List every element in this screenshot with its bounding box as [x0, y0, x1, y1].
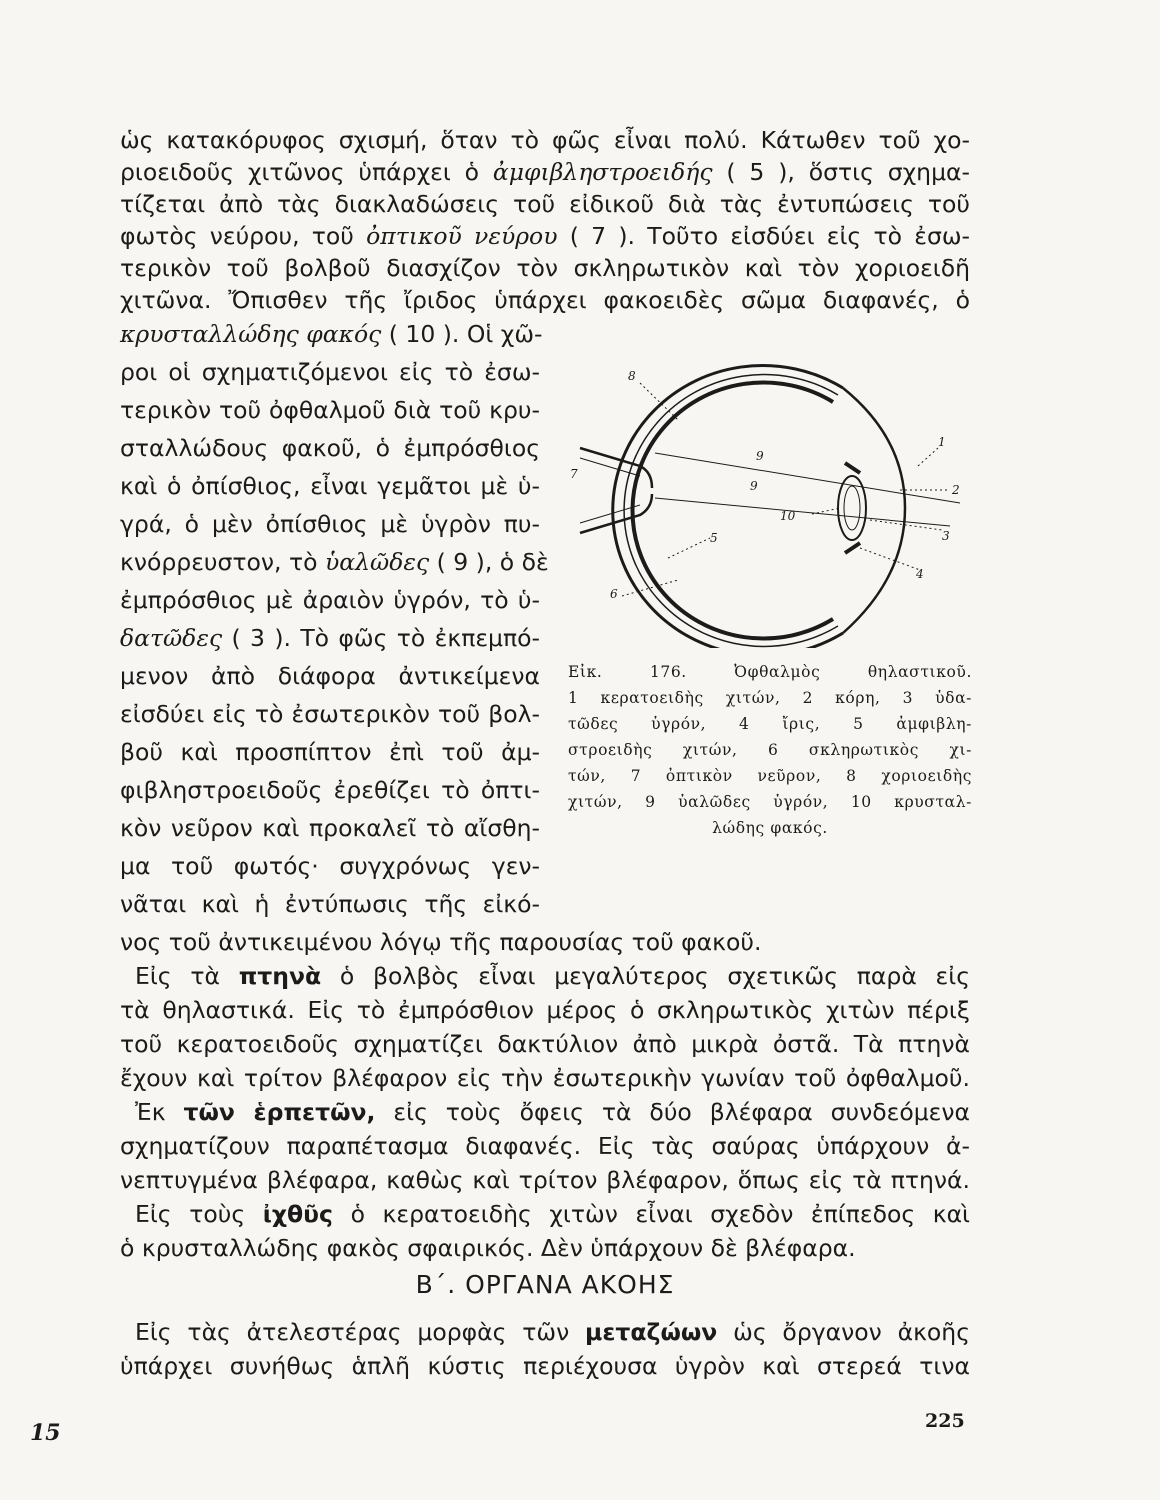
text-line: νος τοῦ ἀντικειμένου λόγῳ τῆς παρουσίας τοῦ φακοῦ. [120, 928, 762, 956]
page-number: 225 [925, 1410, 965, 1432]
text-line: δατῶδες ( 3 ). Τὸ φῶς τὸ ἐκπεμπό- [120, 624, 540, 652]
eye-diagram [560, 348, 980, 648]
choroid-outline [624, 375, 838, 647]
text-line: σταλλώδους φακοῦ, ὁ ἐμπρόσθιος [120, 434, 540, 462]
figure-caption-line: 1 κερατοειδὴς χιτών, 2 κόρη, 3 ὑδα- [568, 689, 972, 707]
figure-caption-line: τών, 7 ὀπτικὸν νεῦρον, 8 χοριοειδὴς [568, 767, 972, 785]
text-line: γρά, ὁ μὲν ὀπίσθιος μὲ ὑγρὸν πυ- [120, 510, 540, 538]
leader-6 [622, 580, 678, 596]
cornea-outline [843, 388, 905, 633]
text-line: ἐμπρόσθιος μὲ ἀραιὸν ὑγρόν, τὸ ὑ- [120, 586, 540, 614]
text-line: τίζεται ἀπὸ τὰς διακλαδώσεις τοῦ εἰδικοῦ διὰ τὰς ἐντυπώσεις τοῦ [120, 190, 970, 218]
label-7: 7 [570, 467, 578, 481]
text-line: φιβληστροειδοῦς ἐρεθίζει τὸ ὀπτι- [120, 776, 540, 804]
text-line: Εἰς τὰς ἀτελεστέρας μορφὰς τῶν μεταζώων ὡς ὄργανον ἀκοῆς [135, 1318, 970, 1346]
figure-caption-line: στροειδὴς χιτών, 6 σκληρωτικὸς χι- [568, 741, 972, 759]
text-line: ὡς κατακόρυφος σχισμή, ὅταν τὸ φῶς εἶναι πολύ. Κάτωθεν τοῦ χο- [120, 126, 970, 154]
leader-8 [640, 383, 678, 420]
leader-5 [668, 538, 710, 558]
label-2: 2 [952, 483, 960, 497]
label-6: 6 [610, 587, 618, 601]
text-line: τερικὸν τοῦ βολβοῦ διασχίζον τὸν σκληρωτικὸν καὶ τὸν χοριοειδῆ [120, 254, 970, 282]
leader-4 [860, 548, 920, 570]
label-4: 4 [916, 567, 924, 581]
text-line: τὰ θηλαστικά. Εἰς τὸ ἐμπρόσθιον μέρος ὁ σκληρωτικὸς χιτὼν πέριξ [120, 996, 970, 1024]
leader-1 [918, 448, 938, 466]
text-line: ἔχουν καὶ τρίτον βλέφαρον εἰς τὴν ἐσωτερικὴν γωνίαν τοῦ ὀφθαλμοῦ. [120, 1064, 970, 1092]
text-line: μα τοῦ φωτός· συγχρόνως γεν- [120, 852, 540, 880]
text-line: σχηματίζουν παραπέτασμα διαφανές. Εἰς τὰς σαύρας ὑπάρχουν ἀ- [120, 1132, 970, 1160]
figure-caption-line: λώδης φακός. [712, 819, 828, 837]
eye-illustration [560, 348, 980, 648]
text-line: ροι οἱ σχηματιζόμενοι εἰς τὸ ἐσω- [120, 358, 540, 386]
light-ray [655, 453, 960, 526]
lens-core [844, 486, 860, 530]
label-9a: 9 [756, 449, 764, 463]
label-5: 5 [710, 531, 718, 545]
text-line: νεπτυγμένα βλέφαρα, καθὼς καὶ τρίτον βλέφαρον, ὅπως εἰς τὰ πτηνά. [120, 1166, 970, 1194]
text-line: κνόρρευστον, τὸ ὑαλῶδες ( 9 ), ὁ δὲ [120, 548, 549, 576]
label-10: 10 [780, 509, 796, 523]
text-line: βοῦ καὶ προσπίπτον ἐπὶ τοῦ ἀμ- [120, 738, 540, 766]
text-line: μενον ἀπὸ διάφορα ἀντικείμενα [120, 662, 540, 690]
label-9b: 9 [750, 479, 758, 493]
text-line: εἰσδύει εἰς τὸ ἐσωτερικὸν τοῦ βολ- [120, 700, 540, 728]
text-line: φωτὸς νεύρου, τοῦ ὀπτικοῦ νεύρου ( 7 ). Τοῦτο εἰσδύει εἰς τὸ ἐσω- [120, 222, 970, 250]
text-line: ὁ κρυσταλλώδης φακὸς σφαιρικός. Δὲν ὑπάρχουν δὲ βλέφαρα. [120, 1234, 856, 1262]
label-3: 3 [942, 529, 950, 543]
text-line: ὑπάρχει συνήθως ἁπλῆ κύστις περιέχουσα ὑγρὸν καὶ στερεά τινα [120, 1352, 970, 1380]
text-line: Εἰς τοὺς ἰχθῦς ὁ κερατοειδὴς χιτὼν εἶναι σχεδὸν ἐπίπεδος καὶ [135, 1200, 971, 1228]
retina-outline [632, 383, 833, 639]
signature-mark: 15 [30, 1420, 61, 1446]
text-line: καὶ ὁ ὀπίσθιος, εἶναι γεμᾶτοι μὲ ὑ- [120, 472, 540, 500]
label-1: 1 [938, 435, 946, 449]
optic-nerve-bottom [580, 494, 652, 533]
text-line: Ἐκ τῶν ἑρπετῶν, εἰς τοὺς ὄφεις τὰ δύο βλέφαρα συνδεόμενα [135, 1098, 970, 1126]
text-line: κὸν νεῦρον καὶ προκαλεῖ τὸ αἴσθη- [120, 814, 540, 842]
text-line: νᾶται καὶ ἡ ἐντύπωσις τῆς εἰκό- [120, 890, 540, 918]
text-line: χιτῶνα. Ὄπισθεν τῆς ἴριδος ὑπάρχει φακοειδὲς σῶμα διαφανές, ὁ [120, 286, 970, 314]
text-line: τοῦ κερατοειδοῦς σχηματίζει δακτύλιον ἀπὸ μικρὰ ὀστᾶ. Τὰ πτηνὰ [120, 1030, 970, 1058]
figure-caption-line: τῶδες ὑγρόν, 4 ἴρις, 5 ἀμφιβλη- [568, 715, 972, 733]
label-8: 8 [628, 369, 636, 383]
text-line: ριοειδοῦς χιτῶνος ὑπάρχει ὁ ἀμφιβληστροειδής ( 5 ), ὅστις σχημα- [120, 158, 971, 186]
text-line: κρυσταλλώδης φακός ( 10 ). Οἱ χῶ- [120, 320, 543, 348]
figure-caption-line: Εἰκ. 176. Ὀφθαλμὸς θηλαστικοῦ. [568, 663, 972, 681]
text-line: τερικὸν τοῦ ὀφθαλμοῦ διὰ τοῦ κρυ- [120, 396, 540, 424]
section-heading: Β΄. ΟΡΓΑΝΑ ΑΚΟΗΣ [415, 1270, 675, 1299]
figure-caption-line: χιτών, 9 ὑαλῶδες ὑγρόν, 10 κρυσταλ- [568, 793, 972, 811]
text-line: Εἰς τὰ πτηνὰ ὁ βολβὸς εἶναι μεγαλύτερος σχετικῶς παρὰ εἰς [135, 962, 971, 990]
